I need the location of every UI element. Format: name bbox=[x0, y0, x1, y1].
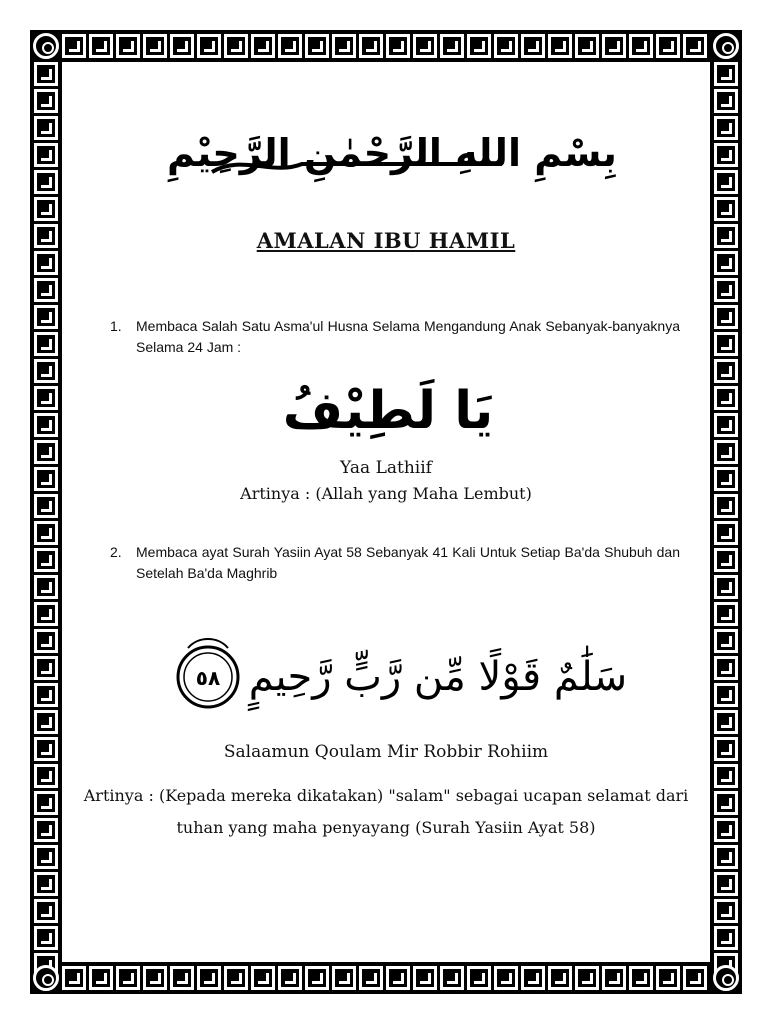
list-item bbox=[110, 316, 680, 358]
greek-key-tile-icon bbox=[359, 966, 383, 990]
greek-key-tile-icon bbox=[170, 34, 194, 58]
greek-key-tile-icon bbox=[714, 197, 738, 221]
greek-key-tile-icon bbox=[714, 278, 738, 302]
greek-key-tile-icon bbox=[116, 966, 140, 990]
greek-key-tile-icon bbox=[386, 34, 410, 58]
corner-circle-icon bbox=[33, 33, 59, 59]
item-number: 1. bbox=[110, 318, 122, 334]
list-item bbox=[110, 542, 680, 584]
greek-key-tile-icon bbox=[34, 170, 58, 194]
greek-key-tile-icon bbox=[494, 34, 518, 58]
greek-key-tile-icon bbox=[197, 34, 221, 58]
transliteration: Yaa Lathiif bbox=[340, 458, 432, 478]
greek-key-tile-icon bbox=[714, 62, 738, 86]
greek-key-tile-icon bbox=[62, 966, 86, 990]
greek-key-tile-icon bbox=[575, 34, 599, 58]
corner-circle-icon bbox=[713, 965, 739, 991]
transliteration: Salaamun Qoulam Mir Robbir Rohiim bbox=[223, 742, 549, 762]
page-title: AMALAN IBU HAMIL bbox=[256, 228, 516, 253]
greek-key-tile-icon bbox=[143, 966, 167, 990]
greek-key-tile-icon bbox=[34, 494, 58, 518]
greek-key-tile-icon bbox=[714, 116, 738, 140]
page-content bbox=[62, 62, 710, 962]
greek-key-tile-icon bbox=[34, 872, 58, 896]
greek-key-tile-icon bbox=[521, 34, 545, 58]
greek-key-tile-icon bbox=[714, 629, 738, 653]
greek-key-tile-icon bbox=[197, 966, 221, 990]
greek-key-tile-icon bbox=[89, 966, 113, 990]
item-number: 2. bbox=[110, 544, 122, 560]
greek-key-tile-icon bbox=[602, 966, 626, 990]
greek-key-tile-icon bbox=[714, 89, 738, 113]
greek-key-tile-icon bbox=[683, 966, 707, 990]
greek-key-tile-icon bbox=[602, 34, 626, 58]
greek-key-tile-icon bbox=[34, 278, 58, 302]
greek-key-tile-icon bbox=[34, 683, 58, 707]
greek-key-tile-icon bbox=[34, 710, 58, 734]
greek-key-tile-icon bbox=[714, 467, 738, 491]
greek-key-tile-icon bbox=[440, 34, 464, 58]
basmalah-calligraphy bbox=[167, 114, 617, 194]
greek-key-tile-icon bbox=[34, 764, 58, 788]
greek-key-tile-icon bbox=[143, 34, 167, 58]
greek-key-tile-icon bbox=[34, 116, 58, 140]
greek-key-pattern-top bbox=[60, 33, 708, 59]
greek-key-tile-icon bbox=[714, 440, 738, 464]
greek-key-tile-icon bbox=[629, 34, 653, 58]
greek-key-tile-icon bbox=[34, 629, 58, 653]
greek-key-tile-icon bbox=[224, 34, 248, 58]
greek-key-tile-icon bbox=[34, 251, 58, 275]
greek-key-pattern-bottom bbox=[60, 965, 708, 991]
greek-key-tile-icon bbox=[62, 34, 86, 58]
greek-key-tile-icon bbox=[714, 413, 738, 437]
greek-key-tile-icon bbox=[305, 966, 329, 990]
greek-key-tile-icon bbox=[467, 966, 491, 990]
basmalah-text: بِسْمِ اللهِ الرَّحْمٰنِ الرَّحِيْمِ bbox=[167, 131, 617, 175]
greek-key-tile-icon bbox=[34, 845, 58, 869]
greek-key-tile-icon bbox=[34, 89, 58, 113]
greek-key-tile-icon bbox=[34, 737, 58, 761]
greek-key-pattern-left bbox=[33, 60, 59, 978]
greek-key-tile-icon bbox=[34, 791, 58, 815]
greek-key-tile-icon bbox=[34, 305, 58, 329]
greek-key-tile-icon bbox=[714, 359, 738, 383]
greek-key-tile-icon bbox=[251, 34, 275, 58]
greek-key-tile-icon bbox=[34, 359, 58, 383]
greek-key-tile-icon bbox=[34, 440, 58, 464]
greek-key-tile-icon bbox=[116, 34, 140, 58]
ya-lathiif-calligraphy bbox=[282, 370, 494, 450]
arabic-text: سَلَٰمٌ قَوْلًا مِّن رَّبٍّ رَّحِيمٍ bbox=[248, 654, 628, 700]
greek-key-tile-icon bbox=[34, 926, 58, 950]
greek-key-tile-icon bbox=[34, 332, 58, 356]
greek-key-tile-icon bbox=[170, 966, 194, 990]
greek-key-tile-icon bbox=[413, 966, 437, 990]
greek-key-tile-icon bbox=[89, 34, 113, 58]
greek-key-tile-icon bbox=[34, 224, 58, 248]
verse-number: ٥٨ bbox=[195, 666, 221, 690]
greek-key-tile-icon bbox=[278, 966, 302, 990]
greek-key-tile-icon bbox=[305, 34, 329, 58]
meaning: Artinya : (Allah yang Maha Lembut) bbox=[240, 484, 532, 503]
greek-key-tile-icon bbox=[714, 845, 738, 869]
greek-key-tile-icon bbox=[34, 467, 58, 491]
greek-key-tile-icon bbox=[714, 872, 738, 896]
greek-key-tile-icon bbox=[714, 899, 738, 923]
verse-number-medallion-icon bbox=[178, 639, 238, 707]
greek-key-tile-icon bbox=[656, 966, 680, 990]
greek-key-tile-icon bbox=[34, 899, 58, 923]
greek-key-tile-icon bbox=[714, 521, 738, 545]
greek-key-tile-icon bbox=[251, 966, 275, 990]
greek-key-tile-icon bbox=[714, 818, 738, 842]
greek-key-tile-icon bbox=[34, 143, 58, 167]
greek-key-tile-icon bbox=[575, 966, 599, 990]
greek-key-tile-icon bbox=[34, 413, 58, 437]
greek-key-pattern-right bbox=[713, 60, 739, 978]
greek-key-tile-icon bbox=[714, 926, 738, 950]
greek-key-tile-icon bbox=[683, 34, 707, 58]
greek-key-tile-icon bbox=[714, 224, 738, 248]
greek-key-tile-icon bbox=[714, 575, 738, 599]
greek-key-tile-icon bbox=[34, 386, 58, 410]
greek-key-tile-icon bbox=[714, 332, 738, 356]
greek-key-tile-icon bbox=[34, 575, 58, 599]
greek-key-tile-icon bbox=[714, 251, 738, 275]
greek-key-tile-icon bbox=[34, 818, 58, 842]
greek-key-tile-icon bbox=[656, 34, 680, 58]
greek-key-tile-icon bbox=[714, 143, 738, 167]
greek-key-tile-icon bbox=[714, 710, 738, 734]
greek-key-tile-icon bbox=[440, 966, 464, 990]
greek-key-tile-icon bbox=[714, 683, 738, 707]
greek-key-tile-icon bbox=[34, 602, 58, 626]
greek-key-tile-icon bbox=[34, 548, 58, 572]
corner-circle-icon bbox=[33, 965, 59, 991]
greek-key-tile-icon bbox=[714, 494, 738, 518]
greek-key-tile-icon bbox=[359, 34, 383, 58]
greek-key-tile-icon bbox=[714, 737, 738, 761]
greek-key-tile-icon bbox=[714, 656, 738, 680]
greek-key-tile-icon bbox=[714, 764, 738, 788]
greek-key-tile-icon bbox=[714, 791, 738, 815]
greek-key-tile-icon bbox=[34, 521, 58, 545]
greek-key-tile-icon bbox=[714, 602, 738, 626]
greek-key-tile-icon bbox=[34, 197, 58, 221]
greek-key-tile-icon bbox=[386, 966, 410, 990]
greek-key-tile-icon bbox=[629, 966, 653, 990]
greek-key-tile-icon bbox=[714, 548, 738, 572]
greek-key-tile-icon bbox=[34, 62, 58, 86]
item-text: Membaca Salah Satu Asma'ul Husna Selama Mengandung Anak Sebanyak-banyaknya Selama 24 Jam : bbox=[136, 318, 680, 355]
item-text: Membaca ayat Surah Yasiin Ayat 58 Sebanyak 41 Kali Untuk Setiap Ba'da Shubuh dan Setelah Ba'da Maghrib bbox=[136, 544, 680, 581]
greek-key-tile-icon bbox=[224, 966, 248, 990]
arabic-text: يَا لَطِيْفُ bbox=[282, 381, 494, 441]
greek-key-tile-icon bbox=[714, 386, 738, 410]
greek-key-tile-icon bbox=[714, 305, 738, 329]
greek-key-tile-icon bbox=[413, 34, 437, 58]
greek-key-tile-icon bbox=[332, 966, 356, 990]
yasiin-58-calligraphy bbox=[158, 622, 628, 722]
greek-key-tile-icon bbox=[521, 966, 545, 990]
greek-key-tile-icon bbox=[467, 34, 491, 58]
corner-circle-icon bbox=[713, 33, 739, 59]
greek-key-tile-icon bbox=[34, 656, 58, 680]
greek-key-tile-icon bbox=[494, 966, 518, 990]
greek-key-tile-icon bbox=[548, 34, 572, 58]
greek-key-tile-icon bbox=[332, 34, 356, 58]
greek-key-tile-icon bbox=[278, 34, 302, 58]
meaning: Artinya : (Kepada mereka dikatakan) "salam" sebagai ucapan selamat dari tuhan yang maha penyayang (Surah Yasiin Ayat 58) bbox=[83, 786, 689, 837]
greek-key-tile-icon bbox=[548, 966, 572, 990]
greek-key-tile-icon bbox=[714, 170, 738, 194]
